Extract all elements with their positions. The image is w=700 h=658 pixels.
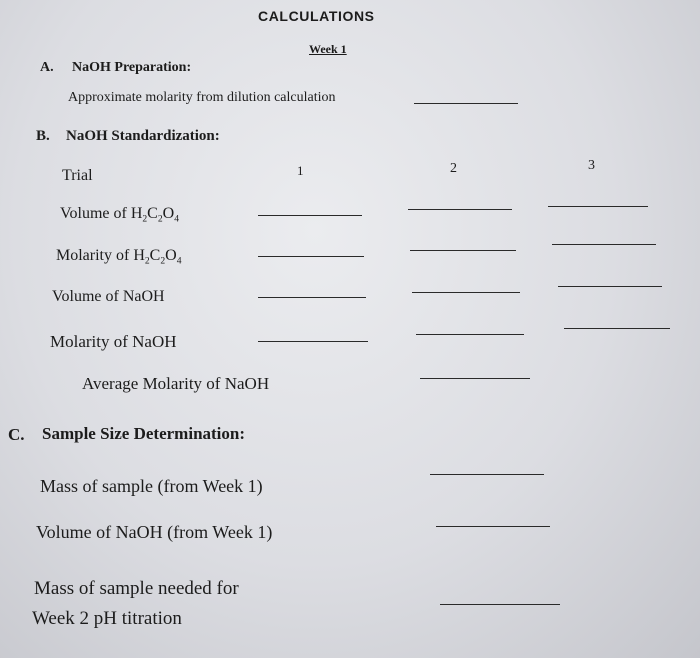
molarity-naoh-trial-3-blank[interactable] <box>564 328 670 329</box>
trial-3-header: 3 <box>588 158 595 173</box>
volume-naoh-week1-blank[interactable] <box>436 526 550 527</box>
volume-naoh-week1-label: Volume of NaOH (from Week 1) <box>36 522 273 542</box>
section-c-heading: Sample Size Determination: <box>42 424 246 443</box>
volume-naoh-label: Volume of NaOH <box>52 288 165 305</box>
section-b-letter: B. <box>36 128 50 144</box>
average-molarity-label: Average Molarity of NaOH <box>82 374 270 393</box>
molarity-oxalic-label: Molarity of $H_2C_2O_4$ <box>56 247 182 267</box>
molarity-naoh-label: Molarity of NaOH <box>50 332 177 351</box>
section-c-letter: C. <box>8 425 25 444</box>
molarity-naoh-trial-2-blank[interactable] <box>416 334 524 335</box>
molarity-oxalic-trial-3-blank[interactable] <box>552 244 656 245</box>
page-title: CALCULATIONS <box>258 8 375 24</box>
volume-oxalic-label: Volume of $H_2C_2O_4$ <box>60 205 179 225</box>
approx-molarity-blank[interactable] <box>414 103 518 104</box>
volume-naoh-trial-3-blank[interactable] <box>558 286 662 287</box>
section-a-letter: A. <box>40 60 54 75</box>
mass-needed-blank[interactable] <box>440 604 560 605</box>
mass-sample-blank[interactable] <box>430 474 544 475</box>
trial-label: Trial <box>62 167 93 184</box>
molarity-oxalic-trial-1-blank[interactable] <box>258 256 364 257</box>
volume-oxalic-trial-3-blank[interactable] <box>548 206 648 207</box>
volume-naoh-trial-1-blank[interactable] <box>258 297 366 298</box>
section-b-heading: NaOH Standardization: <box>66 128 220 144</box>
average-molarity-blank[interactable] <box>420 378 530 379</box>
volume-naoh-trial-2-blank[interactable] <box>412 292 520 293</box>
molarity-oxalic-trial-2-blank[interactable] <box>410 250 516 251</box>
mass-needed-label-line1: Mass of sample needed for <box>34 578 239 599</box>
volume-oxalic-trial-1-blank[interactable] <box>258 215 362 216</box>
approx-molarity-label: Approximate molarity from dilution calculation <box>68 90 336 105</box>
molarity-naoh-trial-1-blank[interactable] <box>258 341 368 342</box>
trial-1-header: 1 <box>297 163 304 178</box>
week-label: Week 1 <box>309 42 347 56</box>
mass-needed-label-line2: Week 2 pH titration <box>32 608 182 629</box>
section-a-heading: NaOH Preparation: <box>72 60 192 75</box>
mass-sample-label: Mass of sample (from Week 1) <box>40 476 263 496</box>
trial-2-header: 2 <box>450 161 457 176</box>
volume-oxalic-trial-2-blank[interactable] <box>408 209 512 210</box>
